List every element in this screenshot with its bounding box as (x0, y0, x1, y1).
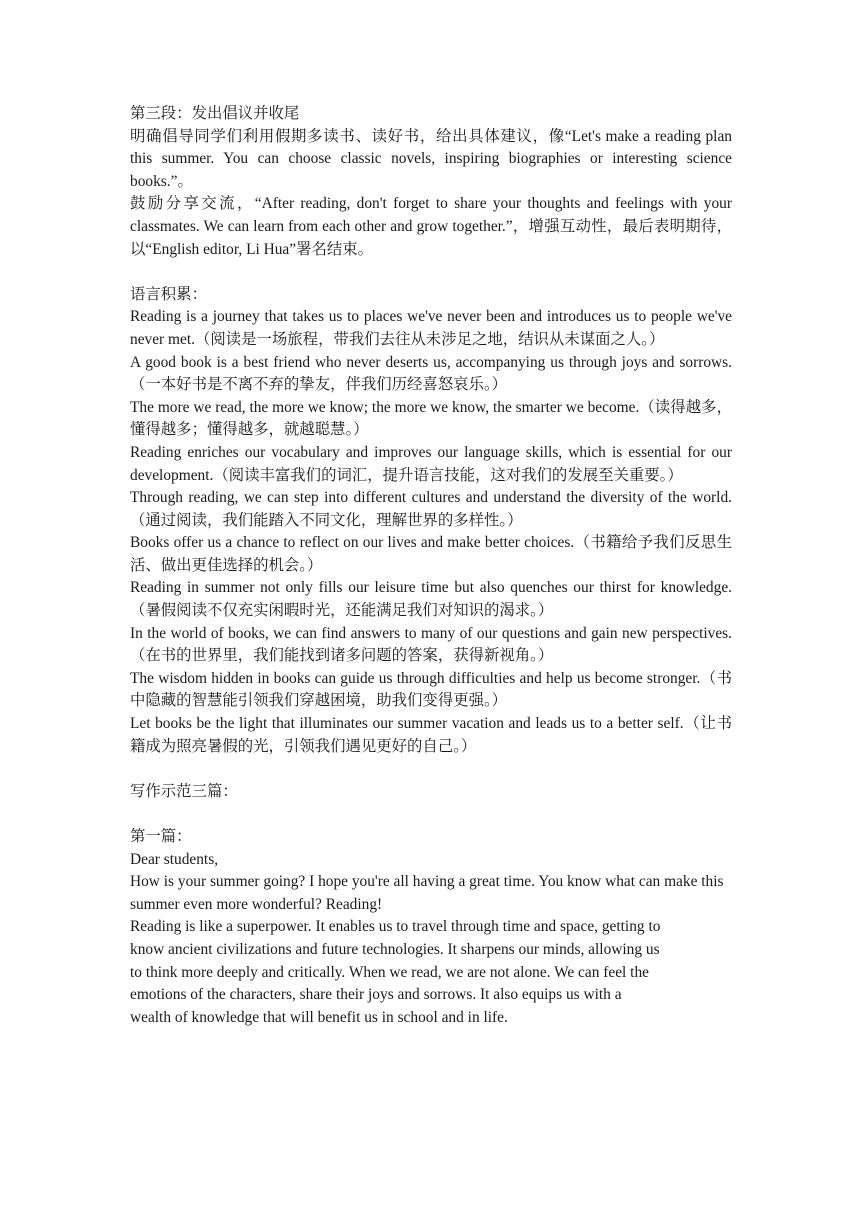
letter-paragraph-2 (130, 916, 732, 1029)
blank-line (130, 261, 732, 284)
section3-paragraph-1: 明确倡导同学们利用假期多读书、读好书，给出具体建议，像“Let's make a reading plan this summer. You can choose classic novels, inspiring biographies or interesting science books.”。 (130, 127, 732, 190)
language-item: A good book is a best friend who never deserts us, accompanying us through joys and sorrows.（一本好书是不离不弃的挚友，伴我们历经喜怒哀乐。） (130, 353, 732, 394)
blank-line (130, 803, 732, 826)
language-heading: 语言积累： (130, 285, 207, 303)
language-item: Through reading, we can step into different cultures and understand the diversity of the world.（通过阅读，我们能踏入不同文化，理解世界的多样性。） (130, 489, 732, 529)
letter-paragraph-1: How is your summer going? I hope you're all having a great time. You know what can make this summer even more wonderful? Reading! (130, 873, 724, 913)
letter-line: Reading is like a superpower. It enables us to travel through time and space, getting to (130, 918, 661, 936)
document-page (130, 103, 732, 1029)
language-item: Reading enriches our vocabulary and improves our language skills, which is essential for our development.（阅读丰富我们的词汇，提升语言技能，这对我们的发展至关重要。） (130, 443, 732, 484)
samples-heading: 写作示范三篇： (130, 782, 238, 800)
letter-line: wealth of knowledge that will benefit us in school and in life. (130, 1008, 508, 1026)
language-item: In the world of books, we can find answers to many of our questions and gain new perspectives.（在书的世界里，我们能找到诸多问题的答案，获得新视角。） (130, 624, 732, 665)
language-item: Reading in summer not only fills our leisure time but also quenches our thirst for knowledge.（暑假阅读不仅充实闲暇时光，还能满足我们对知识的渴求。） (130, 579, 732, 620)
blank-line (130, 758, 732, 781)
language-item: Books offer us a chance to reflect on our lives and make better choices.（书籍给予我们反思生活、做出更佳选择的机会。） (130, 534, 732, 574)
language-item: The more we read, the more we know; the more we know, the smarter we become.（读得越多，懂得越多；懂得越多，就越聪慧。） (130, 398, 732, 439)
language-item: Let books be the light that illuminates our summer vacation and leads us to a better self.（让书籍成为照亮暑假的光，引领我们遇见更好的自己。） (130, 715, 732, 755)
language-item: The wisdom hidden in books can guide us through difficulties and help us become stronger.（书中隐藏的智慧能引领我们穿越困境，助我们变得更强。） (130, 669, 732, 710)
language-item: Reading is a journey that takes us to places we've never been and introduces us to people we've never met.（阅读是一场旅程，带我们去往从未涉足之地，结识从未谋面之人。） (130, 308, 732, 348)
letter-line: to think more deeply and critically. When we read, we are not alone. We can feel the (130, 963, 649, 981)
letter-line: know ancient civilizations and future technologies. It sharpens our minds, allowing us (130, 940, 660, 958)
section3-paragraph-2: 鼓励分享交流，“After reading, don't forget to share your thoughts and feelings with your classmates. We can learn from each other and grow together.”，增强互动性，最后表明期待，以“English editor, Li Hua”署名结束。 (130, 195, 732, 258)
letter-line: emotions of the characters, share their joys and sorrows. It also equips us with a (130, 986, 622, 1004)
sample-first-heading: 第一篇： (130, 828, 192, 845)
section3-heading: 第三段：发出倡议并收尾 (130, 105, 300, 122)
letter-greeting: Dear students, (130, 850, 219, 868)
